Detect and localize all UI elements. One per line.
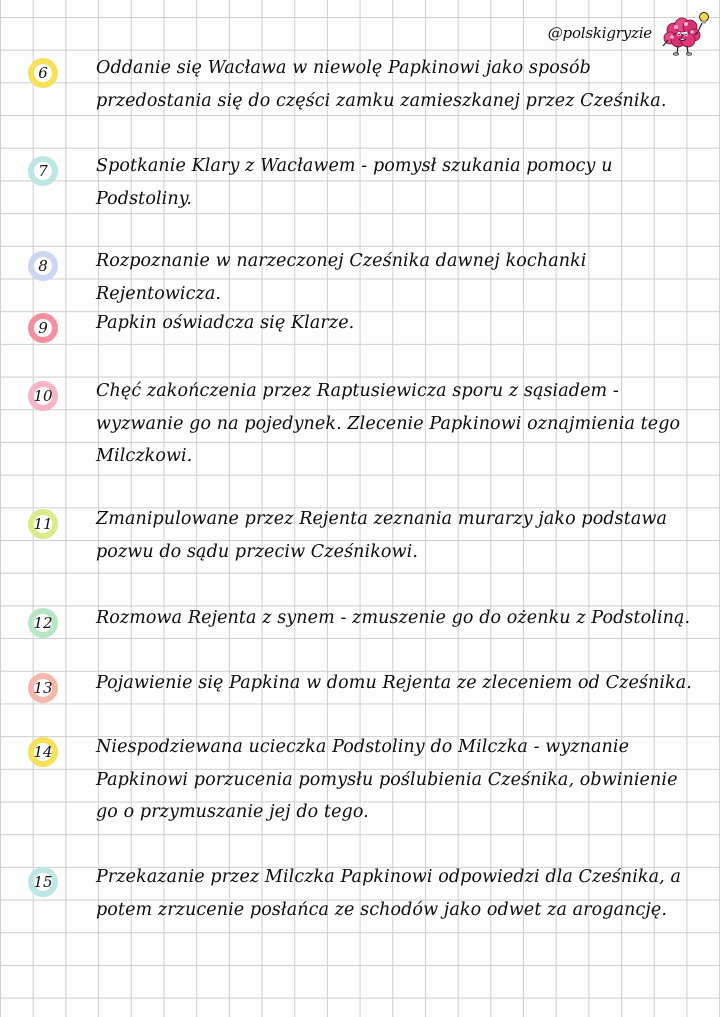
item-number: 8 — [38, 256, 48, 275]
item-text: Przekazanie przez Milczka Papkinowi odpowiedzi dla Cześnika, a potem zrzucenie posłańca ze schodów jako odwet za arogancję. — [96, 867, 682, 920]
item-text: Oddanie się Wacława w niewolę Papkinowi jako sposób przedostania się do części zamku zamieszkanej przez Cześnika. — [96, 58, 667, 111]
item-number: 7 — [38, 161, 48, 180]
item-number-badge — [28, 313, 58, 343]
item-number: 6 — [38, 63, 48, 82]
item-number: 12 — [33, 613, 53, 632]
author-handle: @polskigryzie — [547, 24, 652, 42]
item-number: 9 — [38, 318, 48, 337]
item-number-badge — [28, 58, 58, 88]
item-number: 13 — [33, 678, 53, 697]
item-number-badge — [28, 673, 58, 703]
item-number-badge — [28, 381, 58, 411]
item-text: Spotkanie Klary z Wacławem - pomysł szukania pomocy u Podstoliny. — [96, 156, 613, 209]
brain-mascot-icon — [656, 10, 714, 56]
author-watermark — [548, 10, 714, 56]
item-number: 10 — [33, 386, 53, 405]
item-number-badge — [28, 509, 58, 539]
item-number-badge — [28, 737, 58, 767]
item-text: Niespodziewana ucieczka Podstoliny do Milczka - wyznanie Papkinowi porzucenia pomysłu poślubienia Cześnika, obwinienie go o przymuszanie jej do tego. — [96, 737, 678, 823]
item-text: Pojawienie się Papkina w domu Rejenta ze zleceniem od Cześnika. — [96, 673, 692, 693]
item-text: Zmanipulowane przez Rejenta zeznania murarzy jako podstawa pozwu do sądu przeciw Cześnikowi. — [96, 509, 668, 562]
item-number-badge — [28, 867, 58, 897]
item-text: Rozmowa Rejenta z synem - zmuszenie go do ożenku z Podstoliną. — [96, 608, 691, 628]
item-number: 14 — [33, 742, 53, 761]
item-number-badge — [28, 608, 58, 638]
item-text: Papkin oświadcza się Klarze. — [96, 313, 355, 333]
item-number: 15 — [33, 872, 53, 891]
item-number: 11 — [33, 514, 53, 533]
item-text: Chęć zakończenia przez Raptusiewicza sporu z sąsiadem - wyzwanie go na pojedynek. Zlecenie Papkinowi oznajmienia tego Milczkowi. — [96, 381, 681, 467]
item-number-badge — [28, 251, 58, 281]
item-number-badge — [28, 156, 58, 186]
item-text: Rozpoznanie w narzeczonej Cześnika dawnej kochanki Rejentowicza. — [96, 251, 587, 304]
